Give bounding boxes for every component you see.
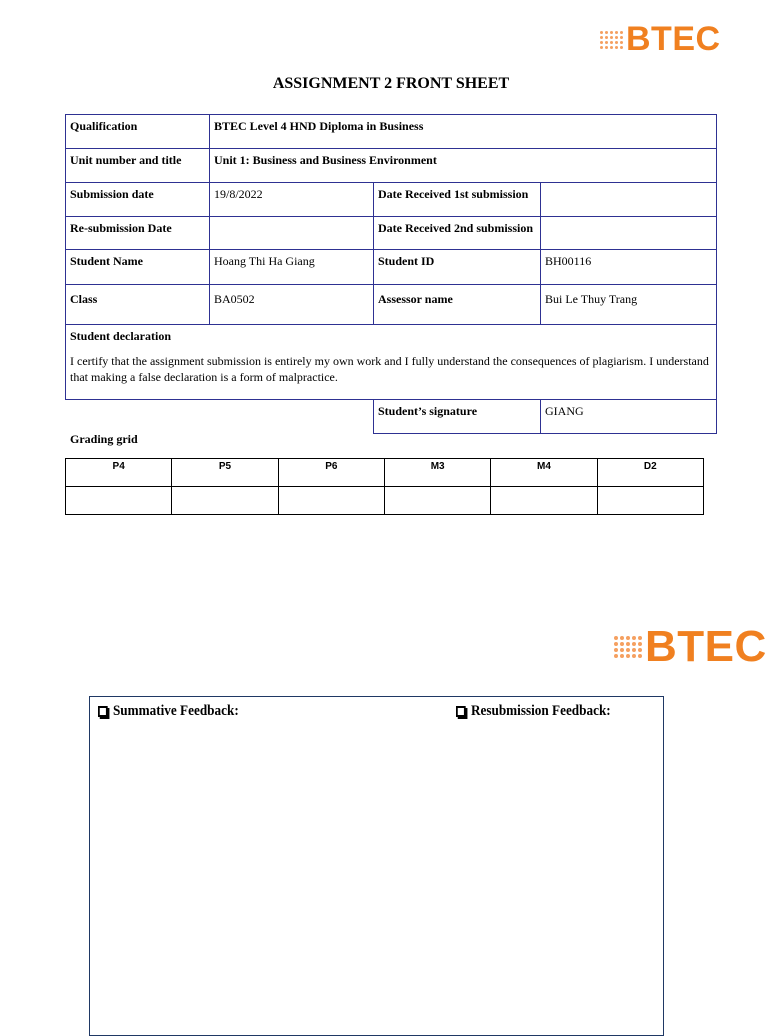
unit-value: Unit 1: Business and Business Environment: [210, 149, 717, 183]
qualification-label: Qualification: [66, 115, 210, 149]
front-sheet-table: [65, 114, 717, 400]
grading-grid: [65, 458, 704, 515]
resubmission-date-label: Re-submission Date: [66, 217, 210, 250]
resubmission-feedback-label: Resubmission Feedback:: [470, 703, 611, 719]
student-id-label: Student ID: [374, 250, 541, 285]
date-received-1-label: Date Received 1st submission: [374, 183, 541, 217]
checkbox-icon: [456, 706, 466, 717]
logo-text: BTEC: [626, 20, 721, 58]
summative-feedback-label: Summative Feedback:: [112, 703, 239, 719]
date-received-1-value: [541, 183, 717, 217]
logo-dots-icon: [600, 31, 623, 49]
grade-cell-d2: [597, 487, 703, 515]
grade-cell-p5: [172, 487, 278, 515]
grade-header-m3: M3: [384, 459, 490, 487]
grade-header-p5: P5: [172, 459, 278, 487]
page-title: ASSIGNMENT 2 FRONT SHEET: [272, 75, 510, 92]
declaration-heading: Student declaration: [70, 329, 172, 343]
logo-text: BTEC: [645, 622, 767, 671]
grading-grid-label: Grading grid: [70, 432, 138, 446]
submission-date-value: 19/8/2022: [210, 183, 374, 217]
logo-dots-icon: [614, 636, 642, 658]
grade-cell-m3: [384, 487, 490, 515]
btec-logo-second-page: [614, 622, 767, 672]
grade-cell-p4: [66, 487, 172, 515]
unit-label: Unit number and title: [66, 149, 210, 183]
date-received-2-label: Date Received 2nd submission: [374, 217, 541, 250]
resubmission-feedback: [456, 703, 611, 720]
grade-header-m4: M4: [491, 459, 597, 487]
signature-table: [373, 399, 717, 434]
qualification-value: BTEC Level 4 HND Diploma in Business: [210, 115, 717, 149]
grade-cell-m4: [491, 487, 597, 515]
student-name-label: Student Name: [66, 250, 210, 285]
summative-feedback: [98, 703, 239, 720]
signature-value: GIANG: [541, 400, 717, 434]
grade-header-p4: P4: [66, 459, 172, 487]
student-id-value: BH00116: [541, 250, 717, 285]
btec-logo: [600, 20, 721, 59]
grade-header-p6: P6: [278, 459, 384, 487]
grade-header-d2: D2: [597, 459, 703, 487]
checkbox-icon: [98, 706, 108, 717]
class-label: Class: [66, 285, 210, 325]
signature-label: Student’s signature: [374, 400, 541, 434]
date-received-2-value: [541, 217, 717, 250]
feedback-box: [89, 696, 664, 1036]
submission-date-label: Submission date: [66, 183, 210, 217]
declaration-text: I certify that the assignment submission is entirely my own work and I fully understand the consequences of plagiarism. I understand that making a false declaration is a form of malpractice.: [70, 354, 709, 384]
assessor-label: Assessor name: [374, 285, 541, 325]
assessor-value: Bui Le Thuy Trang: [541, 285, 717, 325]
resubmission-date-value: [210, 217, 374, 250]
class-value: BA0502: [210, 285, 374, 325]
student-declaration: [66, 325, 717, 400]
grade-cell-p6: [278, 487, 384, 515]
student-name-value: Hoang Thi Ha Giang: [210, 250, 374, 285]
